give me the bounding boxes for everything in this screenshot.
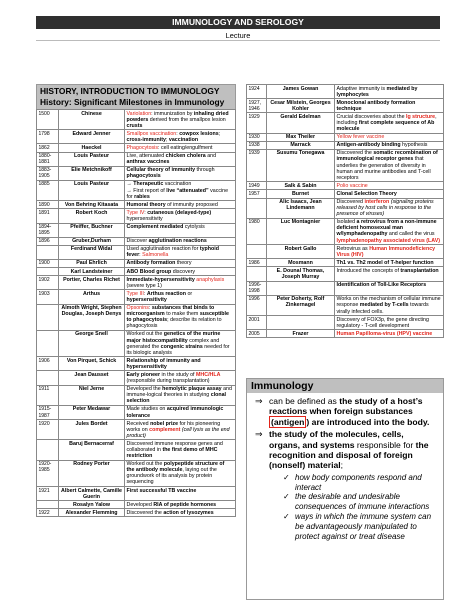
name-cell: Gerald Edelman [267,113,335,133]
table-row [37,440,236,460]
table-row [247,99,444,113]
name-cell: Frazer [267,330,335,338]
table-row [37,110,236,130]
check-list [283,473,437,542]
event-cell: Identification of Toll-Like Receptors [335,281,444,295]
event-cell: Monoclonal antibody formation technique [335,99,444,113]
table-row [37,130,236,144]
table-row [37,460,236,486]
event-cell: Opsonins: substances that binds to microorganism to make them susceptible to phagocytosis; describe its relation to phagocytosis [125,304,236,330]
table-row [247,190,444,198]
definition-item [255,396,437,427]
check-item-text: how body components respond and interact [295,472,422,492]
event-cell: ABO Blood group discovery [125,268,236,276]
name-cell: Portier, Charles Richet [59,276,125,290]
table-row [247,259,444,267]
name-cell: Burnet [267,190,335,198]
event-cell: Discovered immune response genes and collaborated in the first demo of MHC restriction [125,440,236,460]
name-cell: Max Theiler [267,133,335,141]
table-row [247,113,444,133]
table-row [37,501,236,509]
event-cell: Made studies on acquired immunologic tolerance [125,405,236,419]
year-cell: 1929 [247,113,267,133]
year-cell [37,330,59,356]
year-cell: 1920 [37,420,59,440]
name-cell: Pfeiffer, Buchner [59,223,125,237]
year-cell: 1920-1985 [37,460,59,486]
year-cell: 1980 [247,218,267,244]
table-row [37,276,236,290]
year-cell: 1927, 1946 [247,99,267,113]
year-cell [37,440,59,460]
check-mark-icon: ✓ [283,492,290,502]
table-row [247,141,444,149]
table-row [37,152,236,166]
table-row [37,223,236,237]
name-cell: James Gowan [267,85,335,99]
year-cell: 1949 [247,182,267,190]
event-cell: Works on the mechanism of cellular immune response mediated by T-cells towards virally infected cells. [335,295,444,315]
table-row [247,316,444,330]
table-row [37,371,236,385]
event-cell: Antigen-antibody binding hypothesis [335,141,444,149]
year-cell: 1880-1881 [37,152,59,166]
name-cell: Von Pirquet, Schick [59,357,125,371]
name-cell: Paul Ehrlich [59,259,125,267]
table-row [37,144,236,152]
name-cell: Ferdinand Widal [59,245,125,259]
name-cell: Cesar Milstein, Georges Kohler [267,99,335,113]
year-cell: 1862 [37,144,59,152]
immunology-heading: Immunology [247,379,443,393]
year-cell: 1902 [37,276,59,290]
check-item [283,473,437,493]
event-cell: Crucial discoveries about the Ig structure, including first complete sequence of Ab molecule [335,113,444,133]
event-cell: Adaptive immunity is mediated by lymphocytes [335,85,444,99]
event-cell: Relationship of immunity and hypersensitivity [125,357,236,371]
year-cell: 1500 [37,110,59,130]
check-mark-icon: ✓ [283,472,290,482]
table-row [247,295,444,315]
year-cell: 1938 [247,141,267,149]
year-cell [37,501,59,509]
name-cell: Niel Jerne [59,385,125,405]
name-cell: Mosmann [267,259,335,267]
table-row [247,245,444,259]
event-cell: Received nobel prize for his pioneering works on complement (cell lysis as the end product) [125,420,236,440]
name-cell: Jules Bordet [59,420,125,440]
check-item-text: ways in which the immune system can be advantageously manipulated to protect against or treat disease [295,512,432,541]
table-row [37,420,236,440]
table-row [37,304,236,330]
table-row [37,509,236,517]
name-cell: Baruj Bernacerraf [59,440,125,460]
name-cell: Marrack [267,141,335,149]
event-cell: Variolation: immunization by inhaling dried powders derived from the smallpox lesion crusts [125,110,236,130]
table-row [247,198,444,218]
event-cell: Humoral theory of immunity proposed [125,201,236,209]
definition-text: the study of the molecules, cells, organs, and systems responsible for the recognition and disposal of foreign (nonself) material; [269,429,429,471]
definition-item [255,429,437,471]
event-cell: Discovery of FOX3p, the gene directing regulatory - T-cell development [335,316,444,330]
event-cell: Phagocytosis: cell eating/engulfment [125,144,236,152]
year-cell [247,198,267,218]
year-cell [37,304,59,330]
double-right-arrow-icon: ⇒ [255,429,263,440]
name-cell: Luc Montagnier [267,218,335,244]
year-cell: 1798 [37,130,59,144]
check-item [283,512,437,541]
section-subtitle: History: Significant Milestones in Immunology [40,96,225,107]
name-cell: Chinese [59,110,125,130]
year-cell: 1915-1987 [37,405,59,419]
year-cell: 1957 [247,190,267,198]
event-cell: Early pioneer in the study of MHC/HLA (responsible during transplantation) [125,371,236,385]
table-row [37,487,236,501]
event-cell: Complement mediated cytolysis [125,223,236,237]
event-cell: Smallpox vaccination: cowpox lesions; cross-immunity; vaccination [125,130,236,144]
event-cell: Retrovirus as Human Immunodeficiency Virus (HIV) [335,245,444,259]
event-cell: Developed RIA of peptide hormones [125,501,236,509]
event-cell: Cellular theory of immunity through phagocytosis [125,166,236,180]
event-cell: Clonal Selection Theory [335,190,444,198]
table-row [37,330,236,356]
table-row [37,290,236,304]
event-cell: Used agglutination reaction for typhoid fever: Salmonella [125,245,236,259]
event-cell: Yellow fever vaccine [335,133,444,141]
table-row [37,405,236,419]
event-cell: First successful TB vaccine [125,487,236,501]
immunology-body [247,393,443,541]
check-item [283,492,437,512]
event-cell: Isolated a retrovirus from a non-immune deficient homosexual man w/lymphadenopathy and called the virus lymphadenopathy associated virus (LAV) [335,218,444,244]
name-cell: Peter Doherty, Rolf Zinkernagel [267,295,335,315]
event-cell: Type III: Arthus reaction or hypersensitivity [125,290,236,304]
event-cell: Th1 vs. Th2 model of T-helper function [335,259,444,267]
year-cell [37,268,59,276]
year-cell: 2005 [247,330,267,338]
name-cell: Rodney Porter [59,460,125,486]
name-cell: Alic Isaacs, Jean Lindemann [267,198,335,218]
document-subtitle: Lecture [36,31,440,41]
name-cell: Arthus [59,290,125,304]
name-cell: Haeckel [59,144,125,152]
name-cell: Jean Dausset [59,371,125,385]
name-cell [267,316,335,330]
table-row [37,180,236,200]
table-row [37,245,236,259]
name-cell: Rosalyn Yalow [59,501,125,509]
name-cell: Robert Koch [59,209,125,223]
table-row [247,182,444,190]
year-cell: 1986 [247,259,267,267]
name-cell: Von Behring Kitasata [59,201,125,209]
table-row [37,209,236,223]
table-row [37,385,236,405]
event-cell: Discovered interferon (signaling proteins released by host cells in response to the presence of viruses) [335,198,444,218]
section-title: HISTORY, INTRODUCTION TO IMMUNOLOGY [40,86,220,96]
event-cell: → Therapeutic vaccination → First report of live “attenuated” vaccine for rabies [125,180,236,200]
event-cell: Polio vaccine [335,182,444,190]
event-cell: Discovered the action of lysozymes [125,509,236,517]
event-cell: Antibody formation theory [125,259,236,267]
table-row [37,259,236,267]
table-row [247,330,444,338]
name-cell: Elie Metchnikoff [59,166,125,180]
event-cell: Introduced the concepts of transplantation [335,267,444,281]
year-cell: 1996 [247,295,267,315]
name-cell [267,281,335,295]
right-column [246,84,444,338]
name-cell: Edward Jenner [59,130,125,144]
year-cell [247,267,267,281]
name-cell: Almoth Wright, Stephen Douglas, Joseph Denys [59,304,125,330]
year-cell: 1894-1895 [37,223,59,237]
year-cell: 1896 [37,237,59,245]
event-cell: Worked out the genetics of the murine major histocompatibility complex and generated the congenic strains needed for its biologic analysis [125,330,236,356]
name-cell: Susumu Tonegawa [267,149,335,181]
year-cell: 1924 [247,85,267,99]
table-row [37,201,236,209]
name-cell: Karl Landsteiner [59,268,125,276]
table-row [247,281,444,295]
table-row [37,268,236,276]
table-row [37,357,236,371]
event-cell: Worked out the polypeptide structure of the antibody molecule, laying out the groundwork of its analysis by protein sequencing [125,460,236,486]
name-cell: George Snell [59,330,125,356]
event-cell: Immediate-hypersensitivity anaphylaxis (severe type 1) [125,276,236,290]
document-title: IMMUNOLOGY AND SEROLOGY [36,16,440,29]
name-cell: E. Dounal Thomas, Joseph Murray [267,267,335,281]
year-cell: 1921 [37,487,59,501]
name-cell: Peter Medawar [59,405,125,419]
name-cell: Alexander Flemming [59,509,125,517]
year-cell: 1906 [37,357,59,371]
year-cell: 1885 [37,180,59,200]
event-cell: Discover agglutination reactions [125,237,236,245]
year-cell: 1890 [37,201,59,209]
left-column [36,84,236,517]
name-cell: Louis Pasteur [59,152,125,166]
year-cell: 1883-1905 [37,166,59,180]
year-cell [37,245,59,259]
table-row [37,237,236,245]
immunology-definition-box [246,378,444,600]
year-cell: 1930 [247,133,267,141]
milestones-table-right [246,84,444,338]
year-cell: 1911 [37,385,59,405]
table-row [247,218,444,244]
table-row [37,166,236,180]
table-row [247,267,444,281]
year-cell: 1900 [37,259,59,267]
name-cell: Salk & Sabin [267,182,335,190]
year-cell [37,371,59,385]
year-cell: 1922 [37,509,59,517]
year-cell [247,245,267,259]
event-cell: Human Papilloma-virus (HPV) vaccine [335,330,444,338]
name-cell: Robert Gallo [267,245,335,259]
year-cell: 1891 [37,209,59,223]
definition-text: can be defined as the study of a host’s reactions when foreign substances (antigen ) are introduced into the body. [269,396,430,427]
event-cell: Developed the hemolytic plaque assay and immune-logical theories in studying clonal selection [125,385,236,405]
table-row [247,133,444,141]
year-cell: 1996-1998 [247,281,267,295]
milestones-table-left [36,109,236,517]
name-cell: Albert Calmette, Camille Guerin [59,487,125,501]
table-row [247,85,444,99]
event-cell: Live, attenuated chicken cholera and anthrax vaccines [125,152,236,166]
section-header [36,84,236,109]
year-cell: 2001 [247,316,267,330]
table-row [247,149,444,181]
name-cell: Louis Pasteur [59,180,125,200]
name-cell: Gruber,Durham [59,237,125,245]
double-right-arrow-icon: ⇒ [255,396,263,406]
check-mark-icon: ✓ [283,512,290,522]
event-cell: Discovered the somatic recombination of immunological receptor genes that underlies the generation of diversity in human and murine antibodies and T-cell receptors [335,149,444,181]
check-item-text: the desirable and undesirable consequences of immune interactions [295,492,430,512]
event-cell: Type IV: cutaneous (delayed-type) hypersensitivity [125,209,236,223]
year-cell: 1903 [37,290,59,304]
year-cell: 1939 [247,149,267,181]
